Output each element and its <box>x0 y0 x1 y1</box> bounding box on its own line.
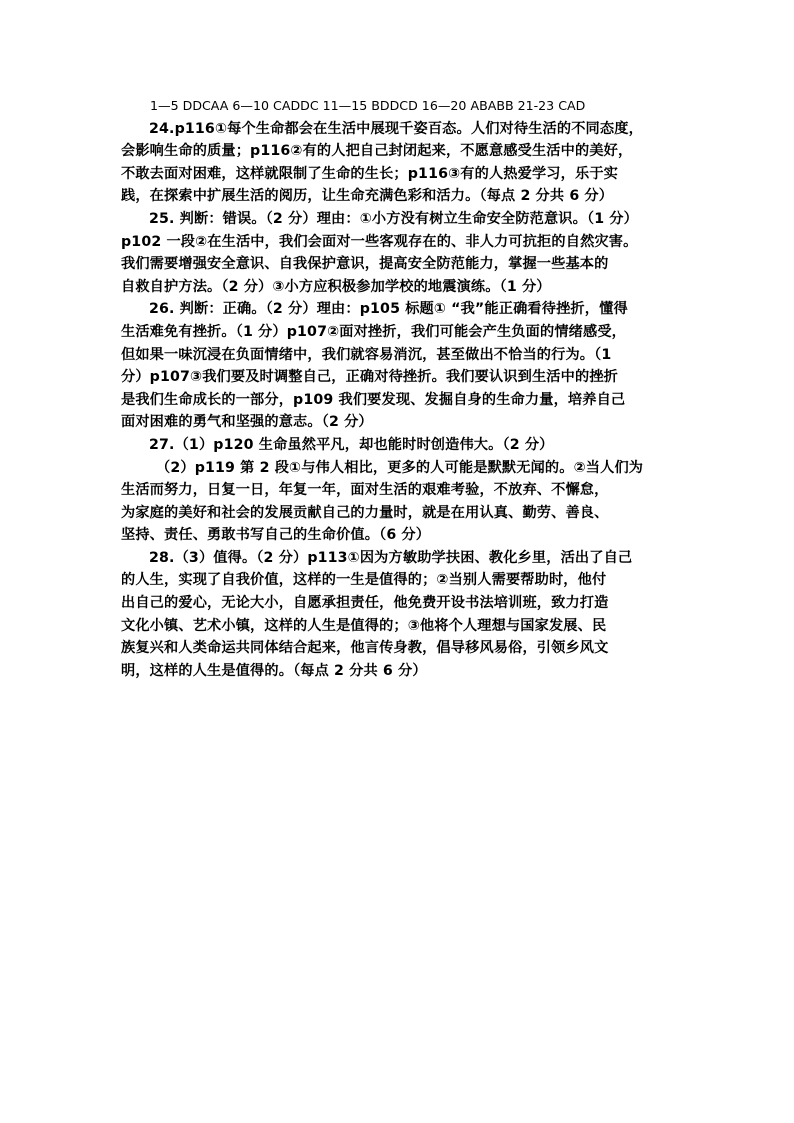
q28-line-1: 28.（3）值得。（2 分）p113①因为方敏助学扶困、教化乡里，活出了自己 <box>149 549 633 566</box>
q27-part1-line: 27.（1）p120 生命虽然平凡，却也能时时创造伟大。（2 分） <box>149 436 554 453</box>
q27-part2-line-3: 为家庭的美好和社会的发展贡献自己的力量时，就是在用认真、勤劳、善良、 <box>121 504 609 521</box>
q27-part2-line-4: 坚持、责任、勇敢书写自己的生命价值。（6 分） <box>121 527 431 544</box>
answer-key-text <box>121 95 681 682</box>
q24-line-3: 不敢去面对困难，这样就限制了生命的生长；p116③有的人热爱学习，乐于实 <box>121 165 618 182</box>
q25-line-3: 我们需要增强安全意识、自我保护意识，提高安全防范能力，掌握一些基本的 <box>121 256 609 273</box>
q26-line-3: 但如果一味沉浸在负面情绪中，我们就容易消沉，甚至做出不恰当的行为。（1 <box>121 346 612 363</box>
q27-part2-line-1: （2）p119 第 2 段①与伟人相比，更多的人可能是默默无闻的。②当人们为 <box>156 459 644 476</box>
q26-line-2: 生活难免有挫折。（1 分）p107②面对挫折，我们可能会产生负面的情绪感受， <box>121 323 627 340</box>
q26-line-6: 面对困难的勇气和坚强的意志。（2 分） <box>121 414 373 431</box>
mc-answers-line: 1—5 DDCAA 6—10 CADDC 11—15 BDDCD 16—20 ABABB 21-23 CAD <box>150 98 586 113</box>
q28-line-5: 族复兴和人类命运共同体结合起来，他言传身教，倡导移风易俗，引领乡风文 <box>121 640 609 657</box>
q24-line-2: 会影响生命的质量；p116②有的人把自己封闭起来，不愿意感受生活中的美好， <box>121 143 633 160</box>
q26-line-5: 是我们生命成长的一部分，p109 我们要发现、发掘自身的生命力量，培养自己 <box>121 391 626 408</box>
q25-line-1: 25. 判断：错误。（2 分）理由：①小方没有树立生命安全防范意识。（1 分） <box>149 210 638 227</box>
q24-line-4: 践，在探索中扩展生活的阅历，让生命充满色彩和活力。（每点 2 分共 6 分） <box>121 188 614 205</box>
q28-line-2: 的人生，实现了自我价值，这样的一生是值得的；②当别人需要帮助时，他付 <box>121 572 607 589</box>
q28-line-4: 文化小镇、艺术小镇，这样的人生是值得的；③他将个人理想与国家发展、民 <box>121 617 607 634</box>
q27-part2-line-2: 生活而努力，日复一日，年复一年，面对生活的艰难考验，不放弃、不懈怠， <box>121 482 609 499</box>
q24-line-1: 24.p116①每个生命都会在生活中展现千姿百态。人们对待生活的不同态度， <box>149 120 643 137</box>
q28-line-3: 出自己的爱心，无论大小，自愿承担责任，他免费开设书法培训班，致力打造 <box>121 595 609 612</box>
q25-line-4: 自救自护方法。（2 分）③小方应积极参加学校的地震演练。（1 分） <box>121 278 551 295</box>
q26-line-4: 分）p107③我们要及时调整自己，正确对待挫折。我们要认识到生活中的挫折 <box>121 369 618 386</box>
q26-line-1: 26. 判断：正确。（2 分）理由：p105 标题① “我”能正确看待挫折，懂得 <box>149 301 628 318</box>
q28-line-6: 明，这样的人生是值得的。（每点 2 分共 6 分） <box>121 662 427 679</box>
q25-line-2: p102 一段②在生活中，我们会面对一些客观存在的、非人力可抗拒的自然灾害。 <box>121 233 638 250</box>
